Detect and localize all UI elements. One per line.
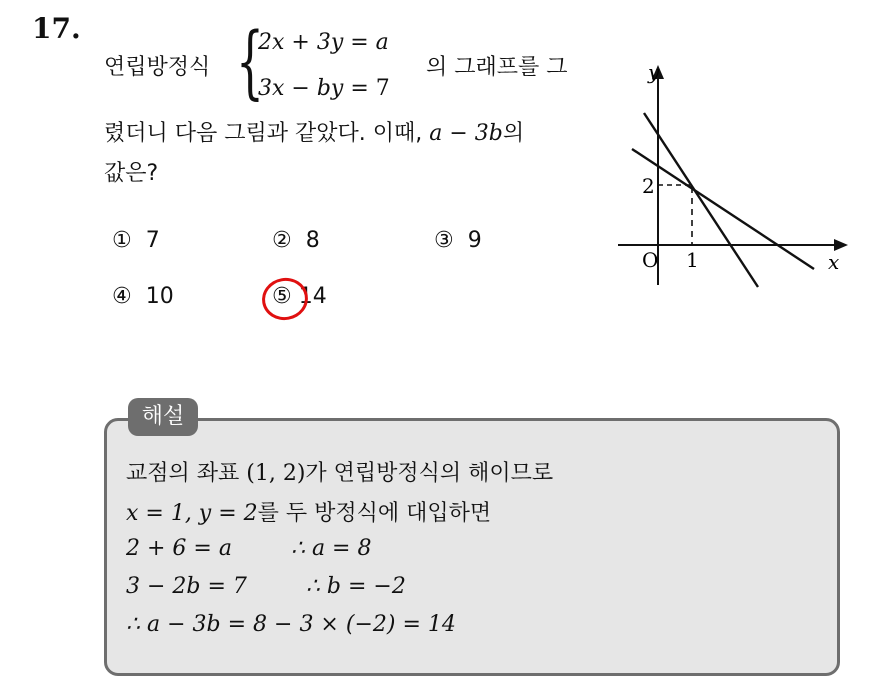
question-text-line2 bbox=[104, 116, 524, 147]
question-text-line3: 값은? bbox=[104, 161, 159, 186]
equation-2-lhs: 3x − by bbox=[258, 76, 344, 101]
choice-3-mark: ③ bbox=[434, 228, 454, 253]
choice-1[interactable] bbox=[112, 228, 160, 253]
choice-2-value: 8 bbox=[305, 228, 320, 253]
equation-2: 3x − by = 7 bbox=[258, 76, 390, 101]
choice-3-value: 9 bbox=[467, 228, 482, 253]
solution-line-1-b: 가 연립방정식의 해이므로 bbox=[305, 461, 554, 486]
choice-1-mark: ① bbox=[112, 228, 132, 253]
choice-4-mark: ④ bbox=[112, 284, 132, 309]
equation-1-rhs: a bbox=[375, 30, 389, 55]
question-expression: a − 3b bbox=[429, 121, 503, 146]
solution-line-1 bbox=[126, 456, 553, 487]
question-text-2: 의 그래프를 그 bbox=[426, 55, 568, 80]
solution-tag: 해설 bbox=[128, 398, 198, 436]
x-axis-label: x bbox=[828, 250, 840, 274]
solution-line-1-point: (1, 2) bbox=[246, 461, 306, 486]
solution-line-4-a: 3 − 2b = 7 bbox=[126, 574, 247, 599]
x-tick-label: 1 bbox=[686, 248, 699, 272]
choice-5-mark: ⑤ bbox=[272, 284, 292, 309]
question-number: 17. bbox=[32, 12, 81, 45]
choice-3[interactable] bbox=[434, 228, 482, 253]
graph bbox=[612, 55, 852, 295]
y-axis-label: y bbox=[648, 60, 660, 84]
equation-1: 2x + 3y = a bbox=[258, 30, 389, 55]
system-brace: { bbox=[236, 15, 264, 108]
equation-2-rhs: 7 bbox=[375, 76, 390, 101]
solution-line-2-b: 를 두 방정식에 대입하면 bbox=[257, 501, 492, 526]
solution-line-4 bbox=[126, 574, 406, 599]
choice-2-mark: ② bbox=[272, 228, 292, 253]
question-text-line2-end: 의 bbox=[502, 121, 525, 146]
choice-2[interactable] bbox=[272, 228, 320, 253]
solution-line-3-a: 2 + 6 = a bbox=[126, 536, 232, 561]
choice-5-value: 14 bbox=[298, 284, 327, 309]
question-text-line2-start: 렸더니 다음 그림과 같았다. 이때, bbox=[104, 121, 423, 146]
question-text-1: 연립방정식 bbox=[104, 55, 211, 80]
answer-circle-mark bbox=[259, 274, 312, 323]
solution-line-1-a: 교점의 좌표 bbox=[126, 461, 240, 486]
solution-line-3 bbox=[126, 536, 371, 561]
solution-line-2-math: x = 1, y = 2 bbox=[126, 501, 258, 526]
line-2 bbox=[632, 149, 814, 269]
solution-line-5 bbox=[126, 612, 456, 637]
origin-label: O bbox=[642, 248, 659, 272]
y-tick-label: 2 bbox=[642, 174, 655, 198]
choice-1-value: 7 bbox=[145, 228, 160, 253]
choice-4[interactable] bbox=[112, 284, 174, 309]
choice-4-value: 10 bbox=[145, 284, 174, 309]
solution-line-2 bbox=[126, 496, 491, 527]
line-1 bbox=[644, 113, 758, 287]
solution-line-4-b: ∴ b = −2 bbox=[305, 574, 406, 599]
solution-line-3-b: ∴ a = 8 bbox=[290, 536, 372, 561]
solution-line-5-text: ∴ a − 3b = 8 − 3 × (−2) = 14 bbox=[126, 612, 456, 637]
equation-1-lhs: 2x + 3y bbox=[258, 30, 344, 55]
